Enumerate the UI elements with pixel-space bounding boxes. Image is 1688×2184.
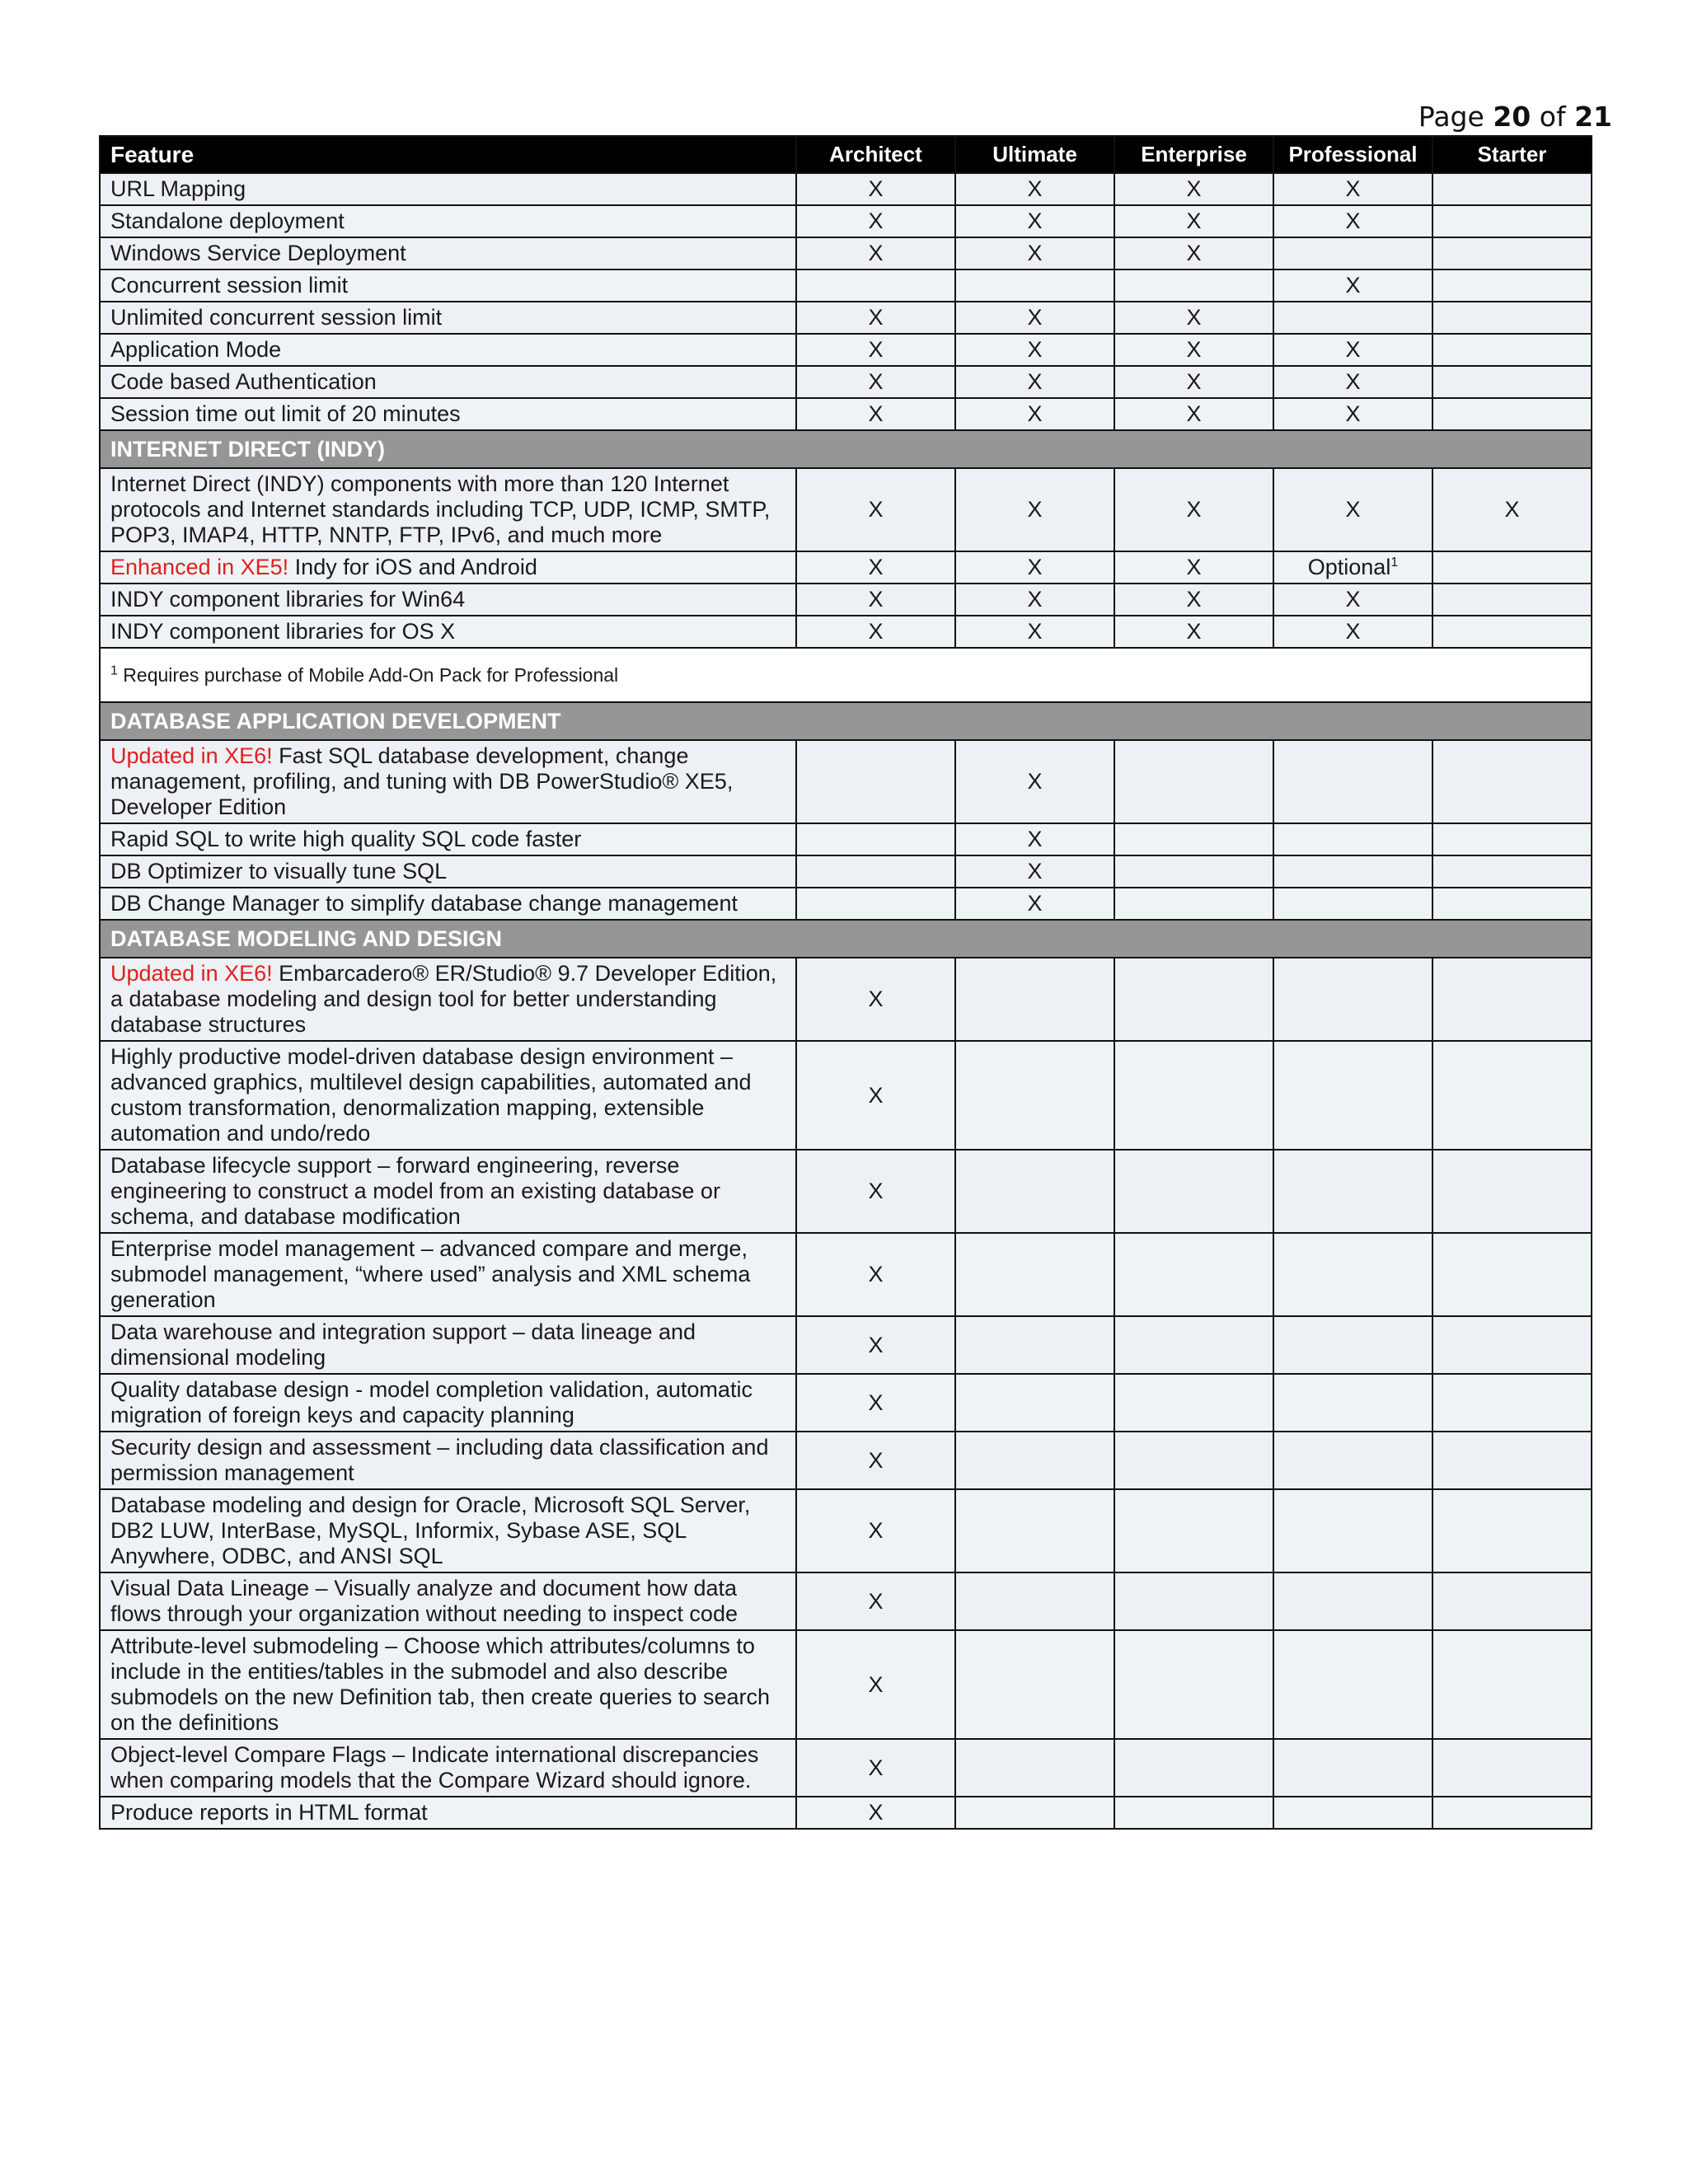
mark-professional: X <box>1273 269 1432 302</box>
mark-ultimate: X <box>955 740 1114 823</box>
table-row <box>100 1150 1592 1233</box>
mark-ultimate <box>955 1041 1114 1150</box>
table-body <box>100 173 1592 1829</box>
section-header-row <box>100 702 1592 740</box>
page-prefix: Page <box>1418 101 1484 133</box>
page-total: 21 <box>1574 101 1612 133</box>
mark-ultimate <box>955 1150 1114 1233</box>
mark-professional <box>1273 1739 1432 1797</box>
mark-professional <box>1273 237 1432 269</box>
feature-cell: Session time out limit of 20 minutes <box>100 398 796 430</box>
feature-cell: Visual Data Lineage – Visually analyze and document how data flows through your organization without needing to inspect code <box>100 1572 796 1630</box>
footnote-marker: 1 <box>110 663 118 677</box>
feature-cell: Quality database design - model completion validation, automatic migration of foreign keys and capacity planning <box>100 1374 796 1432</box>
column-header-feature: Feature <box>100 136 796 173</box>
mark-professional: Optional$^1$ <box>1273 551 1432 583</box>
table-row <box>100 616 1592 648</box>
page-of: of <box>1539 101 1566 133</box>
mark-ultimate <box>955 1233 1114 1316</box>
mark-enterprise: X <box>1114 398 1273 430</box>
mark-ultimate: X <box>955 237 1114 269</box>
feature-cell: Security design and assessment – including data classification and permission management <box>100 1432 796 1489</box>
table-row <box>100 205 1592 237</box>
feature-cell: Application Mode <box>100 334 796 366</box>
mark-starter <box>1432 334 1592 366</box>
mark-architect: X <box>796 583 955 616</box>
mark-architect: X <box>796 551 955 583</box>
mark-starter <box>1432 1489 1592 1572</box>
section-title: INTERNET DIRECT (INDY) <box>100 430 1592 468</box>
mark-starter <box>1432 366 1592 398</box>
mark-architect: X <box>796 616 955 648</box>
column-header-architect: Architect <box>796 136 955 173</box>
feature-cell: Database lifecycle support – forward engineering, reverse engineering to construct a model from an existing database or schema, and database modification <box>100 1150 796 1233</box>
mark-enterprise: X <box>1114 616 1273 648</box>
mark-professional <box>1273 1630 1432 1739</box>
table-row <box>100 468 1592 551</box>
mark-professional <box>1273 823 1432 855</box>
mark-enterprise: X <box>1114 237 1273 269</box>
mark-professional: X <box>1273 173 1432 205</box>
table-header-row <box>100 136 1592 173</box>
mark-starter <box>1432 1041 1592 1150</box>
mark-enterprise: X <box>1114 334 1273 366</box>
feature-cell: DB Optimizer to visually tune SQL <box>100 855 796 888</box>
feature-cell: Updated in XE6! Fast SQL database development, change management, profiling, and tuning with DB PowerStudio® XE5, Developer Edition <box>100 740 796 823</box>
mark-ultimate: X <box>955 398 1114 430</box>
footnote-text: $^1$ Requires purchase of Mobile Add-On Pack for Professional <box>100 648 1592 702</box>
page-number <box>1418 101 1612 133</box>
mark-starter <box>1432 398 1592 430</box>
feature-cell: Rapid SQL to write high quality SQL code faster <box>100 823 796 855</box>
section-header-row <box>100 430 1592 468</box>
mark-professional <box>1273 888 1432 920</box>
mark-architect: X <box>796 958 955 1041</box>
column-header-professional: Professional <box>1273 136 1432 173</box>
mark-starter <box>1432 1572 1592 1630</box>
mark-ultimate: X <box>955 173 1114 205</box>
mark-enterprise: X <box>1114 583 1273 616</box>
mark-architect <box>796 740 955 823</box>
table-row <box>100 1374 1592 1432</box>
mark-professional <box>1273 1489 1432 1572</box>
table-row <box>100 366 1592 398</box>
feature-cell: INDY component libraries for Win64 <box>100 583 796 616</box>
mark-starter <box>1432 1150 1592 1233</box>
mark-ultimate <box>955 1432 1114 1489</box>
mark-ultimate: X <box>955 551 1114 583</box>
mark-starter <box>1432 1432 1592 1489</box>
table-row <box>100 888 1592 920</box>
mark-starter <box>1432 269 1592 302</box>
table-row <box>100 398 1592 430</box>
mark-enterprise: X <box>1114 468 1273 551</box>
mark-ultimate <box>955 1374 1114 1432</box>
mark-ultimate <box>955 1797 1114 1829</box>
table-row <box>100 583 1592 616</box>
mark-ultimate <box>955 1316 1114 1374</box>
mark-starter <box>1432 205 1592 237</box>
feature-cell: Data warehouse and integration support – data lineage and dimensional modeling <box>100 1316 796 1374</box>
section-title: DATABASE MODELING AND DESIGN <box>100 920 1592 958</box>
mark-architect: X <box>796 334 955 366</box>
mark-professional: X <box>1273 205 1432 237</box>
mark-architect: X <box>796 1489 955 1572</box>
mark-architect: X <box>796 1630 955 1739</box>
mark-professional <box>1273 855 1432 888</box>
mark-starter <box>1432 1797 1592 1829</box>
mark-enterprise <box>1114 1572 1273 1630</box>
mark-architect: X <box>796 1233 955 1316</box>
mark-ultimate: X <box>955 334 1114 366</box>
update-highlight: Updated in XE6! <box>110 743 273 768</box>
mark-enterprise: X <box>1114 551 1273 583</box>
mark-starter <box>1432 616 1592 648</box>
mark-enterprise: X <box>1114 302 1273 334</box>
mark-professional <box>1273 1233 1432 1316</box>
section-title: DATABASE APPLICATION DEVELOPMENT <box>100 702 1592 740</box>
page-current: 20 <box>1493 101 1531 133</box>
mark-architect: X <box>796 1374 955 1432</box>
column-header-enterprise: Enterprise <box>1114 136 1273 173</box>
mark-architect: X <box>796 1432 955 1489</box>
feature-cell: Code based Authentication <box>100 366 796 398</box>
mark-ultimate <box>955 958 1114 1041</box>
mark-architect: X <box>796 468 955 551</box>
feature-cell: Enhanced in XE5! Indy for iOS and Android <box>100 551 796 583</box>
mark-architect: X <box>796 1797 955 1829</box>
table-row <box>100 237 1592 269</box>
table-row <box>100 302 1592 334</box>
footnote-marker: 1 <box>1390 555 1399 569</box>
feature-cell: Object-level Compare Flags – Indicate international discrepancies when comparing models that the Compare Wizard should ignore. <box>100 1739 796 1797</box>
mark-ultimate <box>955 269 1114 302</box>
mark-enterprise <box>1114 855 1273 888</box>
mark-professional <box>1273 1041 1432 1150</box>
mark-enterprise <box>1114 958 1273 1041</box>
table-row <box>100 334 1592 366</box>
table-row <box>100 855 1592 888</box>
feature-cell: Enterprise model management – advanced compare and merge, submodel management, “where used” analysis and XML schema generation <box>100 1233 796 1316</box>
table-row <box>100 1432 1592 1489</box>
feature-cell: URL Mapping <box>100 173 796 205</box>
mark-enterprise <box>1114 1150 1273 1233</box>
mark-professional: X <box>1273 583 1432 616</box>
mark-architect: X <box>796 366 955 398</box>
mark-architect <box>796 888 955 920</box>
mark-professional <box>1273 740 1432 823</box>
table-row <box>100 1233 1592 1316</box>
mark-architect: X <box>796 173 955 205</box>
mark-architect: X <box>796 1739 955 1797</box>
mark-starter <box>1432 855 1592 888</box>
mark-starter <box>1432 1316 1592 1374</box>
feature-cell: Windows Service Deployment <box>100 237 796 269</box>
column-header-starter: Starter <box>1432 136 1592 173</box>
table-row <box>100 1041 1592 1150</box>
mark-professional: X <box>1273 398 1432 430</box>
feature-cell: Unlimited concurrent session limit <box>100 302 796 334</box>
feature-cell: Updated in XE6! Embarcadero® ER/Studio® 9.7 Developer Edition, a database modeling and design tool for better understanding database structures <box>100 958 796 1041</box>
mark-enterprise <box>1114 740 1273 823</box>
mark-starter <box>1432 173 1592 205</box>
table-row <box>100 1489 1592 1572</box>
mark-ultimate: X <box>955 205 1114 237</box>
feature-cell: Standalone deployment <box>100 205 796 237</box>
mark-professional <box>1273 302 1432 334</box>
mark-ultimate <box>955 1489 1114 1572</box>
mark-enterprise <box>1114 1797 1273 1829</box>
mark-architect <box>796 269 955 302</box>
feature-cell: INDY component libraries for OS X <box>100 616 796 648</box>
table-row <box>100 173 1592 205</box>
mark-professional: X <box>1273 366 1432 398</box>
section-header-row <box>100 920 1592 958</box>
mark-architect: X <box>796 1316 955 1374</box>
mark-architect: X <box>796 205 955 237</box>
feature-cell: Highly productive model-driven database design environment – advanced graphics, multilevel design capabilities, automated and custom transformation, denormalization mapping, extensible automation and undo/redo <box>100 1041 796 1150</box>
mark-professional <box>1273 1316 1432 1374</box>
table-row <box>100 1797 1592 1829</box>
mark-ultimate <box>955 1630 1114 1739</box>
update-highlight: Updated in XE6! <box>110 961 273 986</box>
table-row <box>100 823 1592 855</box>
mark-ultimate: X <box>955 855 1114 888</box>
feature-cell: Database modeling and design for Oracle, Microsoft SQL Server, DB2 LUW, InterBase, MySQL, Informix, Sybase ASE, SQL Anywhere, ODBC, and ANSI SQL <box>100 1489 796 1572</box>
mark-starter <box>1432 302 1592 334</box>
mark-architect: X <box>796 1041 955 1150</box>
mark-starter <box>1432 583 1592 616</box>
mark-enterprise <box>1114 888 1273 920</box>
mark-architect <box>796 855 955 888</box>
table-row <box>100 1572 1592 1630</box>
feature-cell: Internet Direct (INDY) components with more than 120 Internet protocols and Internet standards including TCP, UDP, ICMP, SMTP, POP3, IMAP4, HTTP, NNTP, FTP, IPv6, and much more <box>100 468 796 551</box>
mark-starter <box>1432 1630 1592 1739</box>
mark-enterprise: X <box>1114 205 1273 237</box>
table-row <box>100 740 1592 823</box>
mark-professional <box>1273 1374 1432 1432</box>
mark-enterprise <box>1114 1316 1273 1374</box>
footnote-row <box>100 648 1592 702</box>
mark-starter <box>1432 740 1592 823</box>
mark-architect <box>796 823 955 855</box>
mark-ultimate: X <box>955 888 1114 920</box>
mark-starter <box>1432 888 1592 920</box>
mark-starter <box>1432 1739 1592 1797</box>
table-row <box>100 1739 1592 1797</box>
mark-ultimate: X <box>955 366 1114 398</box>
mark-starter <box>1432 958 1592 1041</box>
mark-ultimate: X <box>955 616 1114 648</box>
mark-professional: X <box>1273 334 1432 366</box>
feature-cell: DB Change Manager to simplify database change management <box>100 888 796 920</box>
mark-enterprise <box>1114 269 1273 302</box>
mark-enterprise: X <box>1114 366 1273 398</box>
mark-professional <box>1273 1572 1432 1630</box>
mark-architect: X <box>796 398 955 430</box>
mark-professional <box>1273 1150 1432 1233</box>
mark-starter: X <box>1432 468 1592 551</box>
table-row <box>100 551 1592 583</box>
mark-enterprise <box>1114 1432 1273 1489</box>
mark-starter <box>1432 823 1592 855</box>
feature-cell: Attribute-level submodeling – Choose which attributes/columns to include in the entities/tables in the submodel and also describe submodels on the new Definition tab, then create queries to search on the definitions <box>100 1630 796 1739</box>
mark-professional <box>1273 1797 1432 1829</box>
mark-professional <box>1273 1432 1432 1489</box>
mark-professional: X <box>1273 616 1432 648</box>
mark-enterprise <box>1114 823 1273 855</box>
mark-ultimate <box>955 1572 1114 1630</box>
mark-architect: X <box>796 237 955 269</box>
feature-cell: Produce reports in HTML format <box>100 1797 796 1829</box>
mark-architect: X <box>796 1572 955 1630</box>
table-row <box>100 1630 1592 1739</box>
table-row <box>100 1316 1592 1374</box>
column-header-ultimate: Ultimate <box>955 136 1114 173</box>
table-row <box>100 958 1592 1041</box>
mark-starter <box>1432 237 1592 269</box>
table-row <box>100 269 1592 302</box>
mark-enterprise <box>1114 1233 1273 1316</box>
mark-enterprise <box>1114 1739 1273 1797</box>
mark-enterprise <box>1114 1489 1273 1572</box>
mark-professional <box>1273 958 1432 1041</box>
mark-ultimate <box>955 1739 1114 1797</box>
mark-ultimate: X <box>955 468 1114 551</box>
mark-enterprise: X <box>1114 173 1273 205</box>
mark-ultimate: X <box>955 823 1114 855</box>
mark-starter <box>1432 551 1592 583</box>
mark-architect: X <box>796 1150 955 1233</box>
mark-starter <box>1432 1374 1592 1432</box>
mark-ultimate: X <box>955 583 1114 616</box>
update-highlight: Enhanced in XE5! <box>110 555 289 579</box>
mark-enterprise <box>1114 1630 1273 1739</box>
mark-enterprise <box>1114 1374 1273 1432</box>
mark-enterprise <box>1114 1041 1273 1150</box>
feature-cell: Concurrent session limit <box>100 269 796 302</box>
mark-starter <box>1432 1233 1592 1316</box>
feature-matrix-table <box>99 135 1592 1830</box>
mark-ultimate: X <box>955 302 1114 334</box>
mark-architect: X <box>796 302 955 334</box>
mark-professional: X <box>1273 468 1432 551</box>
